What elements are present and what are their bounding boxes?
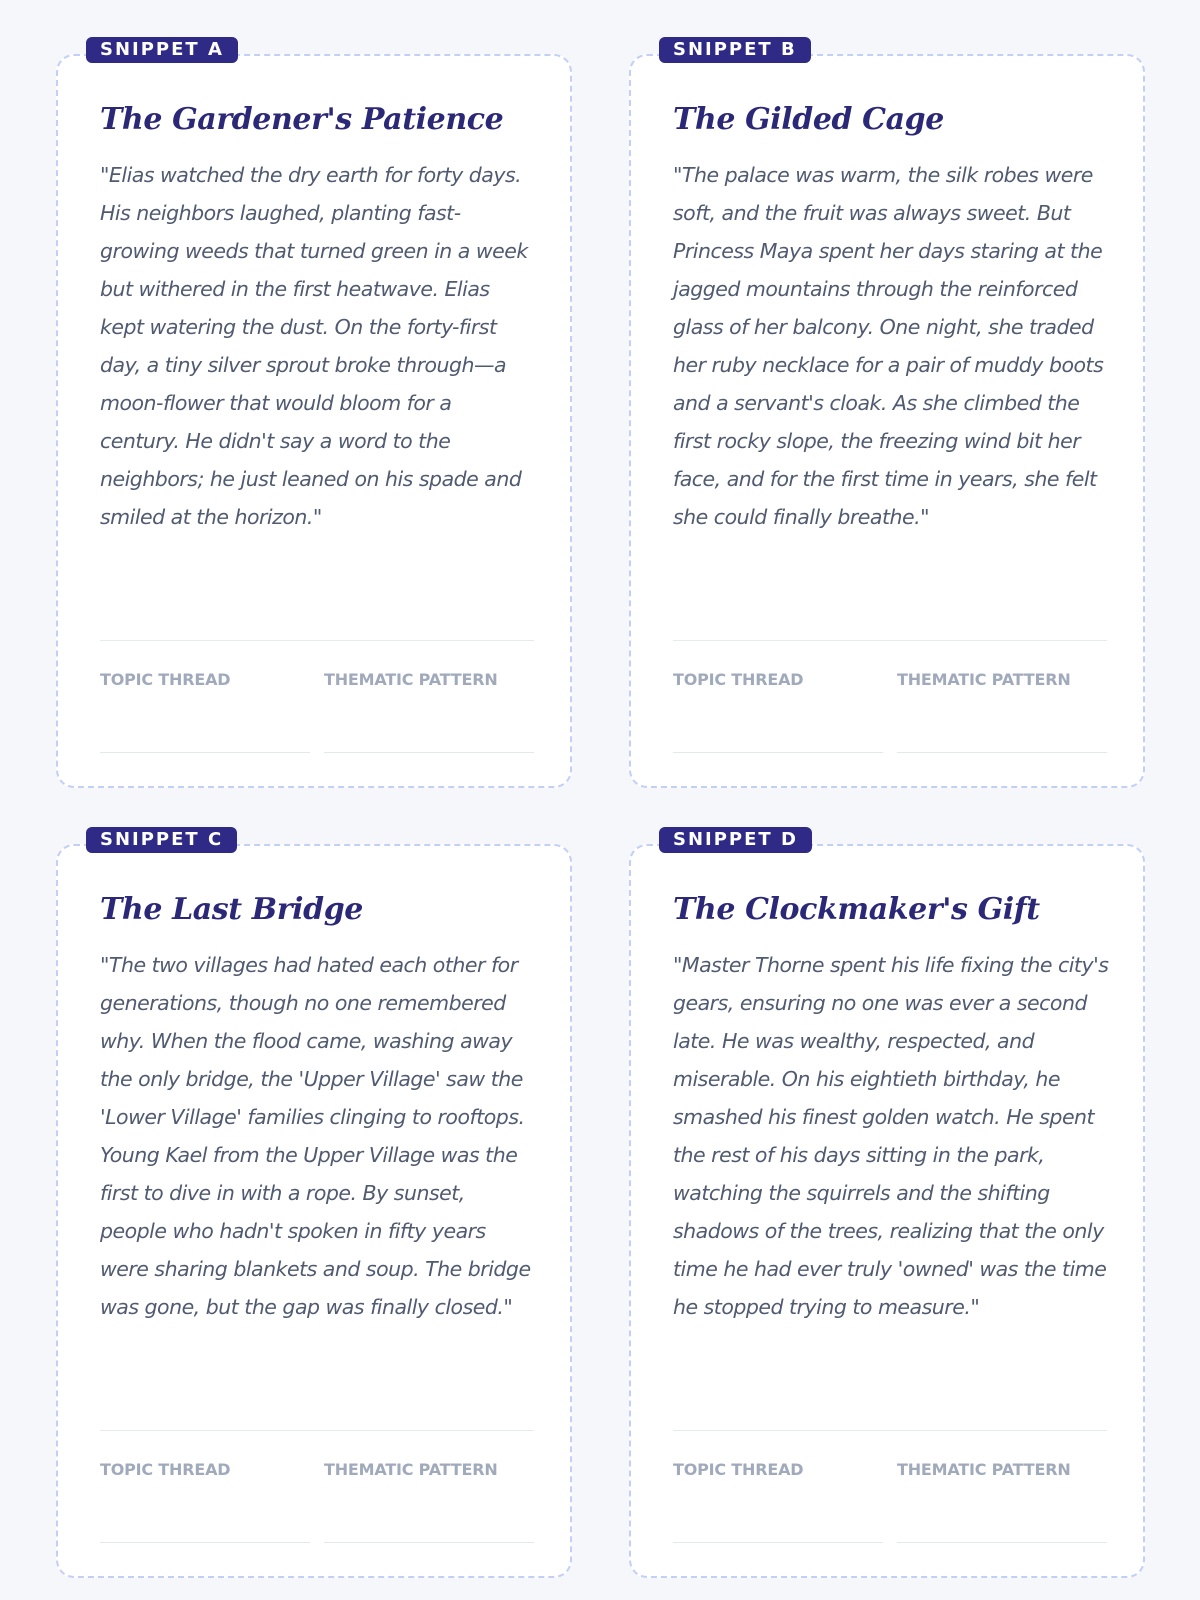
snippet-text: "Elias watched the dry earth for forty days. His neighbors laughed, planting fast-growing weeds that turned green in a week but withered in the first heatwave. Elias kept watering the dust. On the forty-first day, a tiny silver sprout broke through—a moon-flower that would bloom for a century. He didn't say a word to the neighbors; he just leaned on his spade and smiled at the horizon."	[100, 163, 528, 529]
topic-thread-input-line[interactable]	[673, 1542, 883, 1543]
snippet-card-b	[629, 39, 1145, 788]
topic-thread-field[interactable]	[673, 1460, 883, 1480]
thematic-pattern-label: THEMATIC PATTERN	[324, 670, 498, 689]
snippet-tag: SNIPPET B	[659, 37, 811, 63]
snippet-tag: SNIPPET A	[86, 37, 238, 63]
thematic-pattern-field[interactable]	[897, 670, 1107, 690]
divider	[100, 640, 534, 641]
thematic-pattern-label: THEMATIC PATTERN	[897, 1460, 1071, 1479]
divider	[673, 1430, 1107, 1431]
snippet-card-c	[56, 829, 572, 1578]
topic-thread-label: TOPIC THREAD	[673, 670, 804, 689]
thematic-pattern-input-line[interactable]	[324, 752, 534, 753]
snippet-text: "The palace was warm, the silk robes were soft, and the fruit was always sweet. But Princess Maya spent her days staring at the jagged mountains through the reinforced glass of her balcony. One night, she traded her ruby necklace for a pair of muddy boots and a servant's cloak. As she climbed the first rocky slope, the freezing wind bit her face, and for the first time in years, she felt she could finally breathe."	[673, 163, 1104, 529]
topic-thread-input-line[interactable]	[673, 752, 883, 753]
topic-thread-input-line[interactable]	[100, 752, 310, 753]
snippet-text: "Master Thorne spent his life fixing the city's gears, ensuring no one was ever a second late. He was wealthy, respected, and miserable. On his eightieth birthday, he smashed his finest golden watch. He spent the rest of his days sitting in the park, watching the squirrels and the shifting shadows of the trees, realizing that the only time he had ever truly 'owned' was the time he stopped trying to measure."	[673, 953, 1109, 1319]
thematic-pattern-field[interactable]	[324, 670, 534, 690]
snippet-title: The Gilded Cage	[673, 102, 944, 137]
snippet-title: The Gardener's Patience	[100, 102, 504, 137]
snippet-tag: SNIPPET C	[86, 827, 237, 853]
divider	[100, 1430, 534, 1431]
topic-thread-label: TOPIC THREAD	[673, 1460, 804, 1479]
snippet-tag: SNIPPET D	[659, 827, 812, 853]
snippet-card-d	[629, 829, 1145, 1578]
snippet-text: "The two villages had hated each other for generations, though no one remembered why. When the flood came, washing away the only bridge, the 'Upper Village' saw the 'Lower Village' families clinging to rooftops. Young Kael from the Upper Village was the first to dive in with a rope. By sunset, people who hadn't spoken in fifty years were sharing blankets and soup. The bridge was gone, but the gap was finally closed."	[100, 953, 531, 1319]
topic-thread-field[interactable]	[100, 1460, 310, 1480]
topic-thread-label: TOPIC THREAD	[100, 1460, 231, 1479]
snippet-title: The Clockmaker's Gift	[673, 892, 1040, 927]
divider	[673, 640, 1107, 641]
thematic-pattern-input-line[interactable]	[324, 1542, 534, 1543]
topic-thread-input-line[interactable]	[100, 1542, 310, 1543]
thematic-pattern-field[interactable]	[897, 1460, 1107, 1480]
snippet-title: The Last Bridge	[100, 892, 363, 927]
thematic-pattern-input-line[interactable]	[897, 752, 1107, 753]
topic-thread-label: TOPIC THREAD	[100, 670, 231, 689]
thematic-pattern-label: THEMATIC PATTERN	[324, 1460, 498, 1479]
thematic-pattern-input-line[interactable]	[897, 1542, 1107, 1543]
snippet-card-a	[56, 39, 572, 788]
thematic-pattern-label: THEMATIC PATTERN	[897, 670, 1071, 689]
topic-thread-field[interactable]	[673, 670, 883, 690]
topic-thread-field[interactable]	[100, 670, 310, 690]
thematic-pattern-field[interactable]	[324, 1460, 534, 1480]
